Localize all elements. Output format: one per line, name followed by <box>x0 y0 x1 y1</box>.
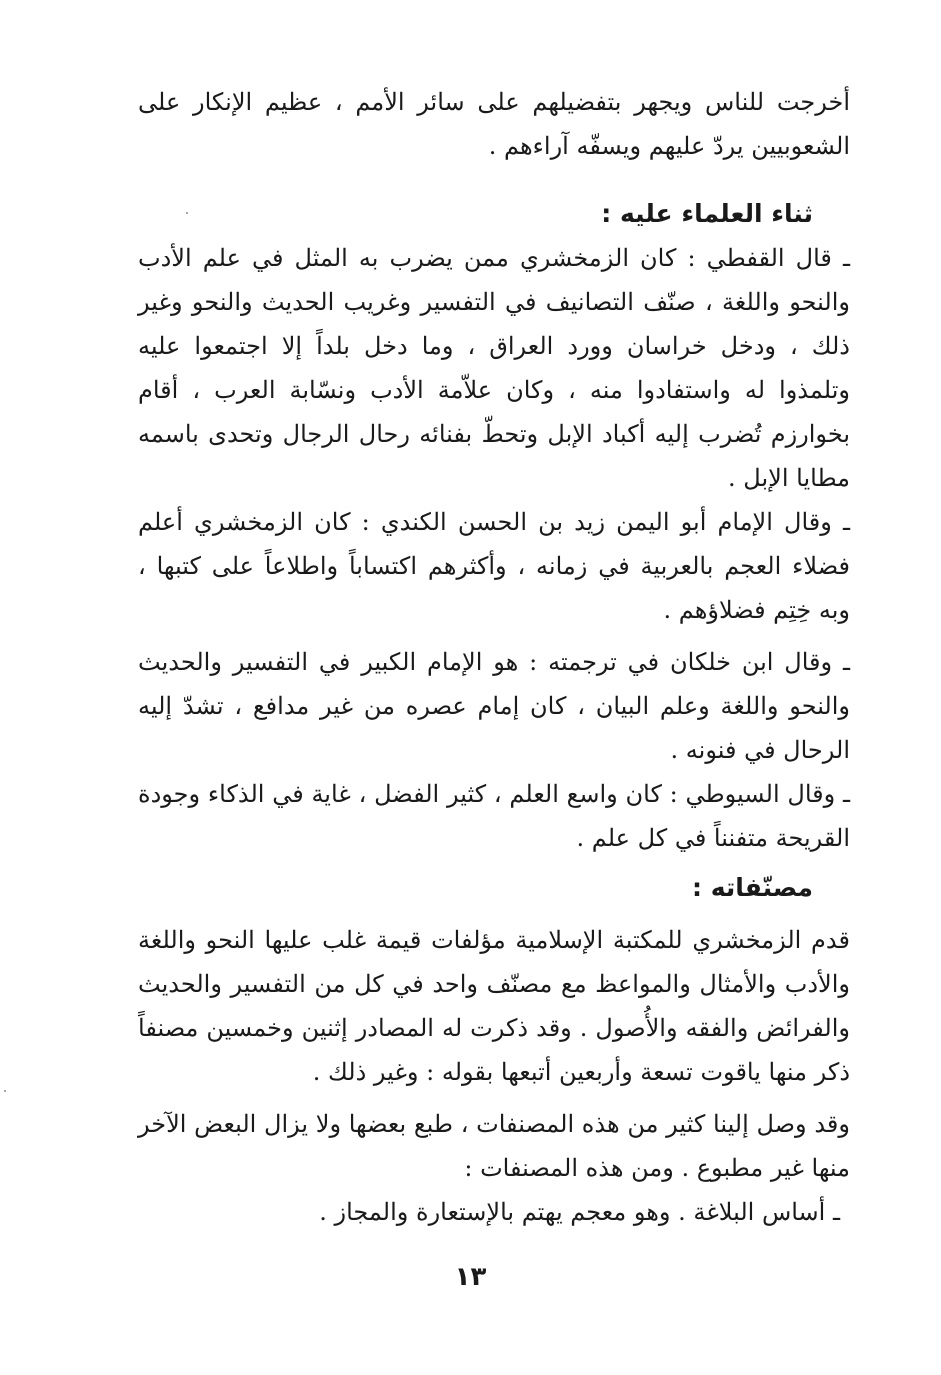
paragraph-qifti-quote: ـ قال القفطي : كان الزمخشري ممن يضرب به المثل في علم الأدب والنحو واللغة ، صنّف التصانيف في التفسير وغريب الحديث والنحو وغير ذلك ، ودخل خراسان وورد العراق ، وما دخل بلداً إلا اجتمعوا عليه وتلمذوا له واستفادوا منه ، وكان علاّمة الأدب ونسّابة العرب ، أقام بخوارزم تُضرب إليه أكباد الإبل وتحطّ بفنائه رحال الرجال وتحدى باسمه مطايا الإبل . <box>138 244 850 492</box>
paragraph-kindi-quote: ـ وقال الإمام أبو اليمن زيد بن الحسن الكندي : كان الزمخشري أعلم فضلاء العجم بالعربية في زمانه ، وأكثرهم اكتساباً واطلاعاً على كتبها ، وبه خِتِم فضلاؤهم . <box>138 508 850 624</box>
heading-scholars-praise: ثناء العلماء عليه : <box>601 199 813 228</box>
paragraph-works-intro: قدم الزمخشري للمكتبة الإسلامية مؤلفات قيمة غلب عليها النحو واللغة والأدب والأمثال والمواعظ مع مصنّف واحد في كل من التفسير والحديث والفرائض والفقه والأُصول . وقد ذكرت له المصادر إثنين وخمسين مصنفاً ذكر منها ياقوت تسعة وأربعين أتبعها بقوله : وغير ذلك . <box>138 926 850 1086</box>
heading-works: مصنّفاته : <box>692 873 813 902</box>
scan-speck <box>186 212 188 214</box>
list-item-asas-al-balagha: ـ أساس البلاغة . وهو معجم يهتم بالإستعارة والمجاز . <box>319 1198 840 1226</box>
paragraph-suyuti-quote: ـ وقال السيوطي : كان واسع العلم ، كثير الفضل ، غاية في الذكاء وجودة القريحة متفنناً في كل علم . <box>138 780 850 852</box>
paragraph-intro: أخرجت للناس ويجهر بتفضيلهم على سائر الأمم ، عظيم الإنكار على الشعوبيين يردّ عليهم ويسفّه آراءهم . <box>138 88 851 160</box>
paragraph-ibn-khallikan-quote: ـ وقال ابن خلكان في ترجمته : هو الإمام الكبير في التفسير والحديث والنحو واللغة وعلم البيان ، كان إمام عصره من غير مدافع ، تشدّ إليه الرحال في فنونه . <box>138 648 850 764</box>
scan-speck <box>4 1090 6 1092</box>
paragraph-reached-us: وقد وصل إلينا كثير من هذه المصنفات ، طبع بعضها ولا يزال البعض الآخر منها غير مطبوع . ومن هذه المصنفات : <box>138 1110 850 1182</box>
page-number: ١٣ <box>454 1262 487 1292</box>
